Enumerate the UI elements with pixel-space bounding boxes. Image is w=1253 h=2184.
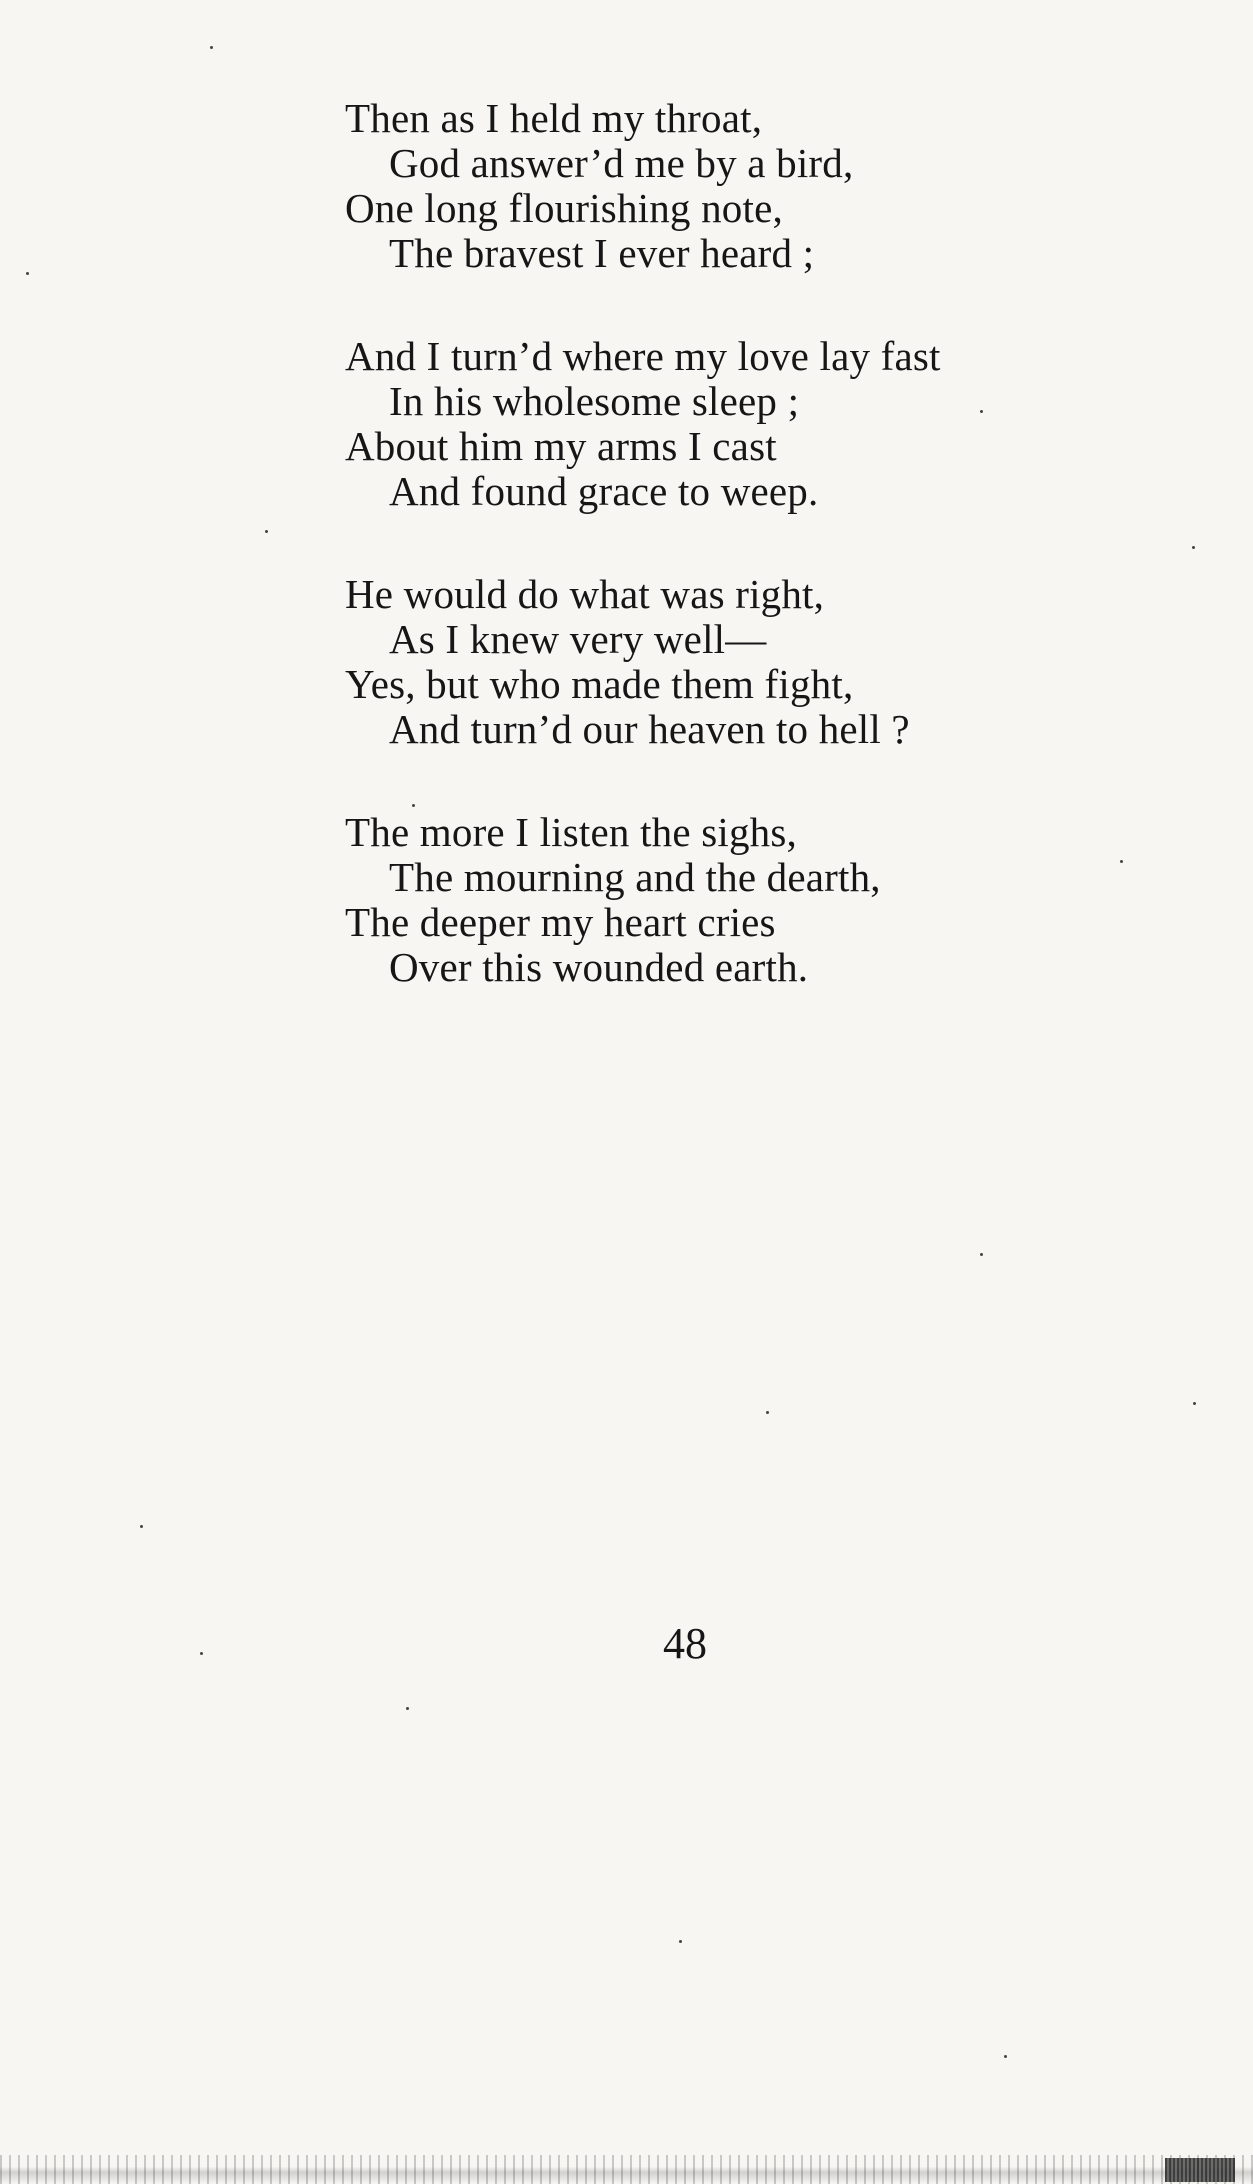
stanza-3 bbox=[345, 572, 1065, 752]
speck bbox=[210, 46, 213, 49]
speck bbox=[406, 1707, 409, 1710]
poem-line: Yes, but who made them fight, bbox=[345, 661, 854, 707]
poem-line: And I turn’d where my love lay fast bbox=[345, 333, 941, 379]
speck bbox=[980, 410, 983, 413]
stanza-2 bbox=[345, 334, 1065, 514]
poem-line: God answer’d me by a bird, bbox=[389, 140, 854, 186]
speck bbox=[412, 804, 415, 807]
poem-line: As I knew very well— bbox=[389, 616, 767, 662]
speck bbox=[26, 272, 29, 275]
poem bbox=[345, 96, 1065, 1048]
poem-line: The bravest I ever heard ; bbox=[389, 230, 815, 276]
speck bbox=[980, 1253, 983, 1256]
poem-line: Over this wounded earth. bbox=[389, 944, 809, 990]
poem-line: Then as I held my throat, bbox=[345, 95, 763, 141]
scan-edge-mark bbox=[1165, 2158, 1235, 2182]
speck bbox=[766, 1411, 769, 1414]
poem-line: One long flourishing note, bbox=[345, 185, 783, 231]
poem-line: He would do what was right, bbox=[345, 571, 825, 617]
stanza-4 bbox=[345, 810, 1065, 990]
stanza-1 bbox=[345, 96, 1065, 276]
page-number: 48 bbox=[663, 1619, 707, 1668]
speck bbox=[140, 1525, 143, 1528]
scan-bottom-edge bbox=[0, 2155, 1253, 2184]
speck bbox=[1120, 860, 1123, 863]
poem-line: The more I listen the sighs, bbox=[345, 809, 797, 855]
speck bbox=[1193, 1402, 1196, 1405]
speck bbox=[265, 530, 268, 533]
poem-line: In his wholesome sleep ; bbox=[389, 378, 800, 424]
speck bbox=[1192, 546, 1195, 549]
poem-line: The deeper my heart cries bbox=[345, 899, 776, 945]
poem-line: And found grace to weep. bbox=[389, 468, 819, 514]
poem-line: And turn’d our heaven to hell ? bbox=[389, 706, 910, 752]
speck bbox=[679, 1940, 682, 1943]
speck bbox=[200, 1652, 203, 1655]
speck bbox=[1004, 2055, 1007, 2058]
poem-line: About him my arms I cast bbox=[345, 423, 777, 469]
poem-line: The mourning and the dearth, bbox=[389, 854, 881, 900]
